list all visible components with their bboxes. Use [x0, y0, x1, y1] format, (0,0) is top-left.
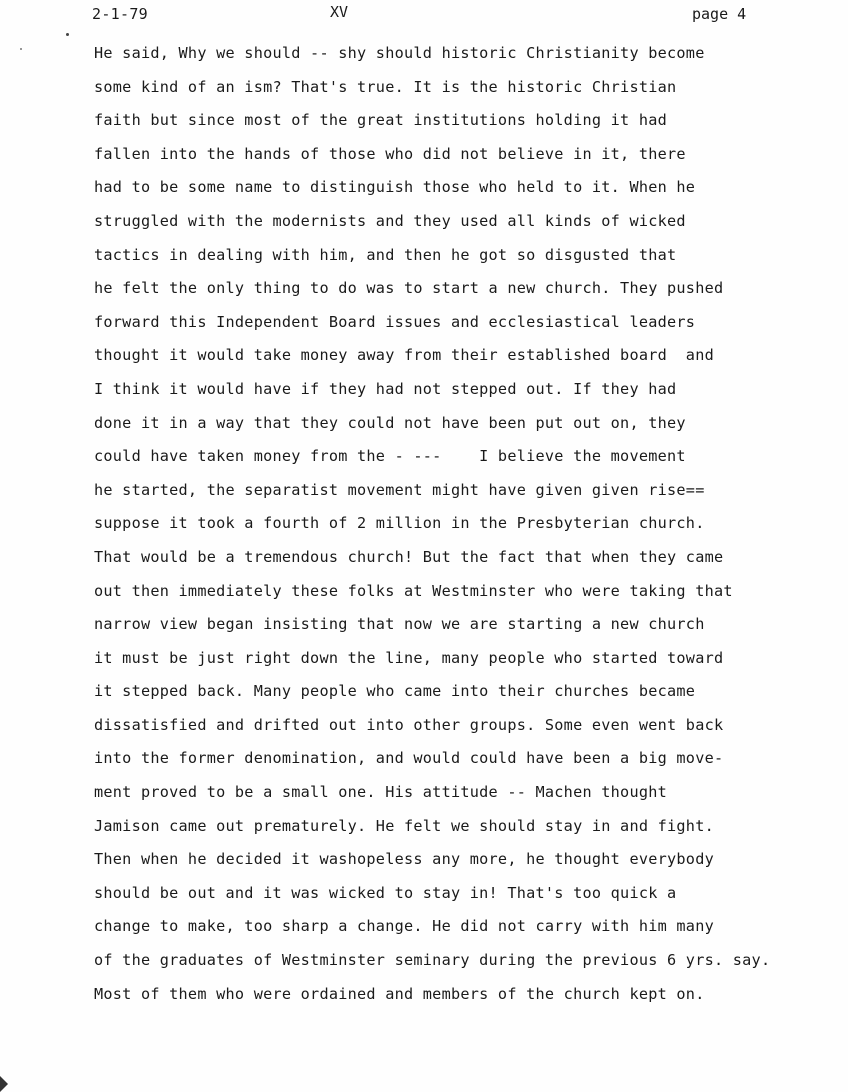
- text-line: it must be just right down the line, many people who started toward: [94, 648, 724, 667]
- page-number: page 4: [692, 5, 747, 23]
- text-line: done it in a way that they could not have been put out on, they: [94, 413, 686, 432]
- text-line: he felt the only thing to do was to start a new church. They pushed: [94, 279, 724, 298]
- text-line: out then immediately these folks at Westminster who were taking that: [94, 581, 733, 600]
- margin-mark: [20, 48, 22, 50]
- text-line: dissatisfied and drifted out into other groups. Some even went back: [94, 715, 724, 734]
- text-line: could have taken money from the - --- I believe the movement: [94, 447, 686, 466]
- text-line: of the graduates of Westminster seminary during the previous 6 yrs. say.: [94, 951, 771, 970]
- text-line: forward this Independent Board issues and ecclesiastical leaders: [94, 312, 696, 331]
- text-line: Most of them who were ordained and members of the church kept on.: [94, 984, 705, 1003]
- text-line: tactics in dealing with him, and then he got so disgusted that: [94, 245, 677, 264]
- text-line: I think it would have if they had not stepped out. If they had: [94, 379, 677, 398]
- text-line: struggled with the modernists and they used all kinds of wicked: [94, 211, 686, 230]
- text-line: Jamison came out prematurely. He felt we should stay in and fight.: [94, 816, 714, 835]
- text-line: should be out and it was wicked to stay in! That's too quick a: [94, 883, 677, 902]
- body-text: [94, 41, 844, 1015]
- text-line: into the former denomination, and would could have been a big move-: [94, 749, 724, 768]
- text-line: He said, Why we should -- shy should historic Christianity become: [94, 44, 705, 62]
- corner-scan-mark: [0, 1076, 8, 1092]
- text-line: it stepped back. Many people who came into their churches became: [94, 682, 696, 701]
- text-line: narrow view began insisting that now we are starting a new church: [94, 615, 705, 634]
- text-line: some kind of an ism? That's true. It is the historic Christian: [94, 77, 677, 96]
- text-line: faith but since most of the great institutions holding it had: [94, 111, 668, 130]
- text-line: thought it would take money away from their established board and: [94, 346, 714, 365]
- text-line: suppose it took a fourth of 2 million in the Presbyterian church.: [94, 514, 705, 533]
- margin-mark: [66, 33, 69, 36]
- page-date: 2-1-79: [92, 5, 148, 23]
- text-line: he started, the separatist movement might have given given rise==: [94, 480, 705, 499]
- text-line: change to make, too sharp a change. He did not carry with him many: [94, 917, 714, 936]
- text-line: fallen into the hands of those who did not believe in it, there: [94, 144, 686, 163]
- text-line: ment proved to be a small one. His attitude -- Machen thought: [94, 783, 668, 802]
- section-number: XV: [330, 3, 349, 21]
- text-line: had to be some name to distinguish those who held to it. When he: [94, 178, 696, 197]
- text-line: That would be a tremendous church! But the fact that when they came: [94, 547, 724, 566]
- text-line: Then when he decided it washopeless any more, he thought everybody: [94, 850, 714, 869]
